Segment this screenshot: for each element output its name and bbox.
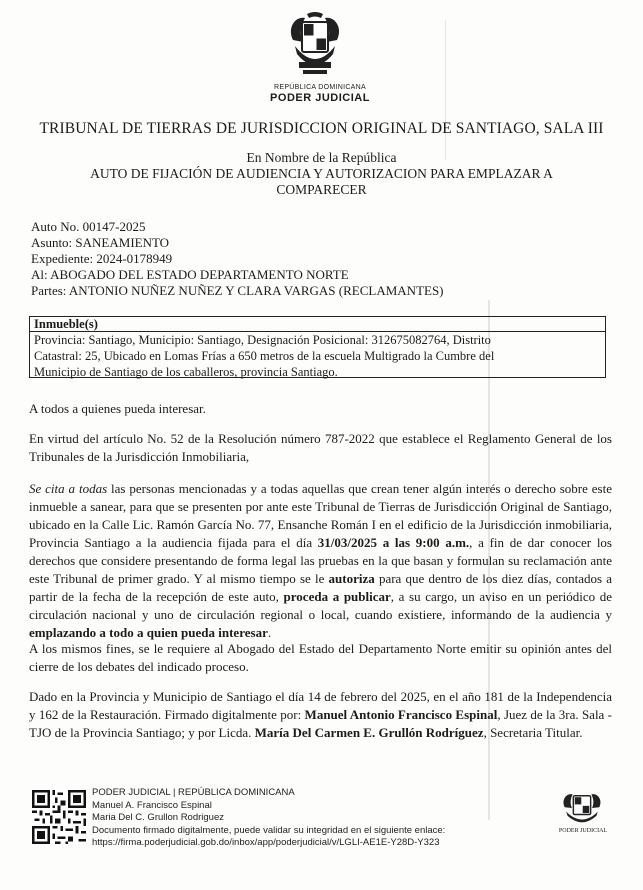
- footer-validation-note: Documento firmado digitalmente, puede validar su integridad en el siguiente enlace:: [92, 824, 446, 836]
- inmueble-heading: Inmueble(s): [30, 317, 605, 332]
- qr-code-icon: [32, 790, 86, 844]
- scan-artifact: [445, 20, 446, 160]
- auto-number: Auto No. 00147-2025: [31, 219, 146, 234]
- asunto: Asunto: SANEAMIENTO: [31, 235, 170, 250]
- footer-signer-secretary: Maria Del C. Grullon Rodriguez: [92, 812, 224, 823]
- greeting-paragraph: A todos a quienes pueda interesar.: [29, 401, 206, 416]
- coat-of-arms-small-icon: [560, 790, 604, 826]
- addressee: Al: ABOGADO DEL ESTADO DEPARTAMENTO NORTE: [31, 267, 349, 282]
- inmueble-line: Catastral: 25, Ubicado en Lomas Frías a 650 metros de la escuela Multigrado la Cumbre del: [34, 349, 495, 363]
- inmueble-box: [29, 316, 606, 378]
- coat-of-arms-icon: [285, 10, 345, 80]
- en-nombre-line: En Nombre de la República: [246, 150, 397, 165]
- footer-validation-link[interactable]: https://firma.poderjudicial.gob.do/inbox/app/poderjudicial/v/LGLI-AE1E-Y28D-Y323: [92, 837, 440, 848]
- expediente: Expediente: 2024-0178949: [31, 251, 173, 266]
- citation-paragraph: Se cita a todas las personas mencionadas y a todas aquellas que crean tener algún interés o derecho sobre este inmueble a sanear, para que se presenten por ante este Tribunal de Tierras de Jurisdicción Original de Santiago, ubicado en la Calle Lic. Ramón García No. 77, Ensanche Román I en el edificio de la Jurisdicción inmobiliaria, Provincia Santiago a la audiencia fijada para el día 31/03/2025 a las 9:00 a.m., a fin de dar conocer los derechos que considere presentando de forma legal las pruebas en la que basan y formulan su reclamación ante este Tribunal de primer grado. Y al mismo tiempo se le autoriza para que dentro de los diez días, contados a partir de la fecha de la recepción de este auto, proceda a publicar, a su cargo, un aviso en un periódico de circulación nacional y uno de circulación regional o local, cuando existiere, informando de la audiencia y emplazando a todo a quien pueda interesar.: [29, 481, 612, 640]
- inmueble-line: Provincia: Santiago, Municipio: Santiago, Designación Posicional: 312675082764, Distrito: [34, 333, 491, 347]
- tribunal-heading: TRIBUNAL DE TIERRAS DE JURISDICCION ORIGINAL DE SANTIAGO, SALA III: [39, 120, 604, 137]
- footer-institution: PODER JUDICIAL | REPÚBLICA DOMINICANA: [92, 787, 295, 798]
- inmueble-description: [30, 332, 605, 380]
- document-title-line2: COMPARECER: [276, 182, 367, 197]
- hearing-date: 31/03/2025 a las 9:00 a.m.: [317, 535, 470, 550]
- secretary-name: María Del Carmen E. Grullón Rodríguez: [254, 725, 484, 740]
- seal-caption: PODER JUDICIAL: [558, 828, 608, 834]
- poder-judicial-caption: PODER JUDICIAL: [270, 92, 370, 104]
- digital-signature-footer: [92, 787, 445, 850]
- requirement-paragraph: A los mismos fines, se le requiere al Abogado del Estado del Departamento Norte emitir su opinión antes del cierre de los debates del indicado proceso.: [29, 641, 612, 674]
- citation-lead: Se cita a todas: [29, 481, 108, 496]
- legal-basis-paragraph: En virtud del artículo No. 52 de la Resolución número 787-2022 que establece el Reglamento General de los Tribunales de la Jurisdicción Inmobiliaria,: [29, 431, 612, 464]
- parties: Partes: ANTONIO NUÑEZ NUÑEZ Y CLARA VARGAS (RECLAMANTES): [31, 283, 444, 298]
- judge-name: Manuel Antonio Francisco Espinal: [304, 707, 498, 722]
- document-title-line1: AUTO DE FIJACIÓN DE AUDIENCIA Y AUTORIZACION PARA EMPLAZAR A: [90, 166, 553, 181]
- republica-caption: REPÚBLICA DOMINICANA: [274, 84, 366, 91]
- signature-paragraph: Dado en la Provincia y Municipio de Santiago el día 14 de febrero del 2025, en el año 181 de la Independencia y 162 de la Restauración. Firmado digitalmente por: Manuel Antonio Francisco Espinal, Juez de la 3ra. Sala - TJO de la Provincia Santiago; y por Licda. María Del Carmen E. Grullón Rodríguez, Secretaria Titular.: [29, 689, 613, 740]
- case-metadata: [31, 219, 444, 299]
- inmueble-line: Municipio de Santiago de los caballeros, provincia Santiago.: [34, 365, 338, 379]
- footer-signer-judge: Manuel A. Francisco Espinal: [92, 799, 212, 811]
